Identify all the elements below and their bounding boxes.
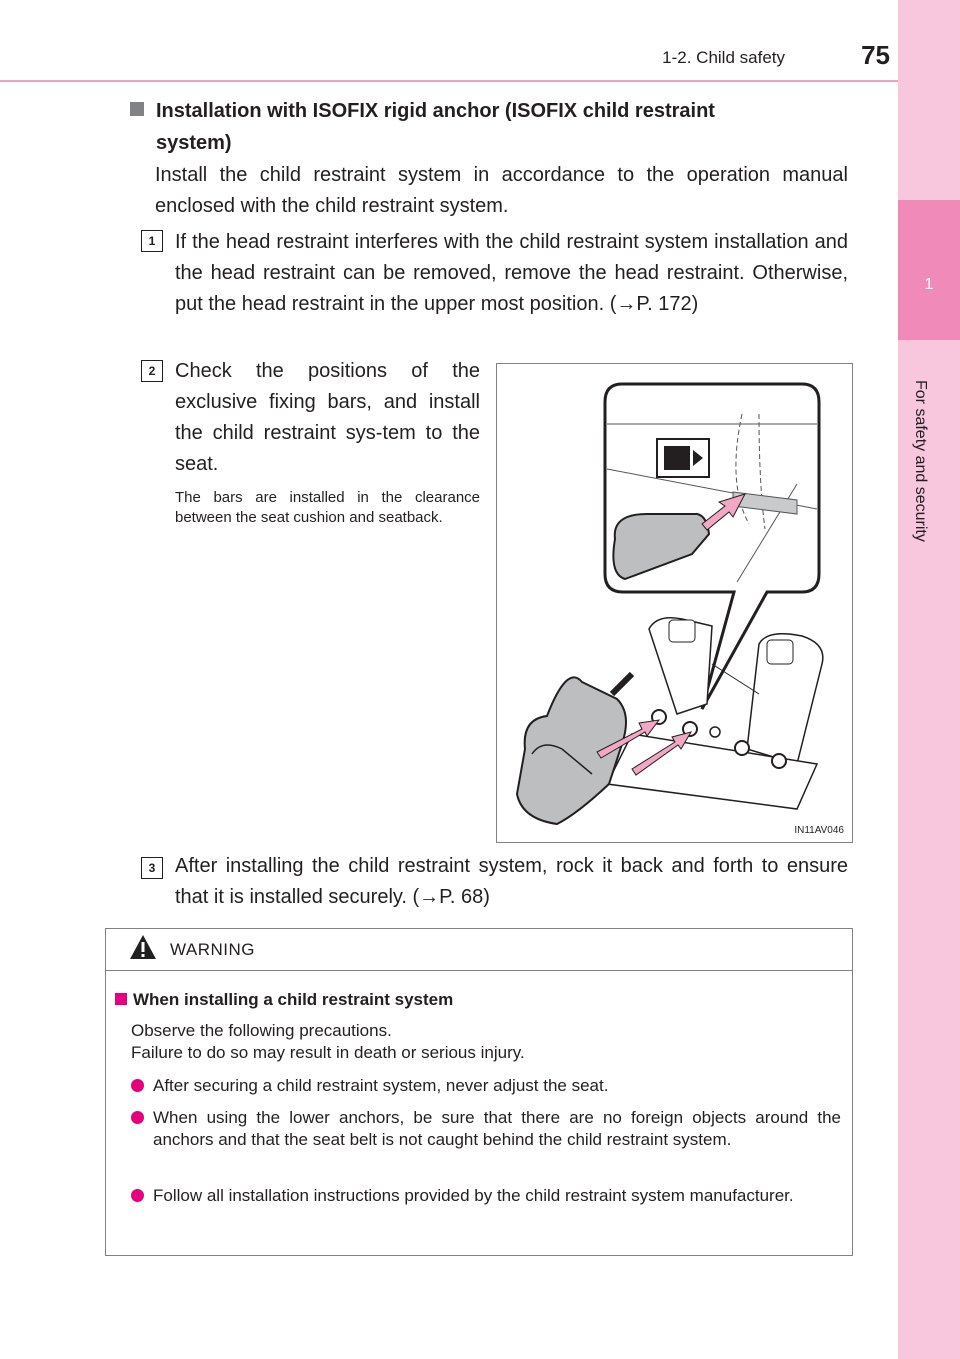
warning-triangle-icon: [128, 933, 158, 961]
chapter-title: For safety and security: [912, 380, 929, 542]
step-3-text: After installing the child restraint system, rock it back and forth to ensure that it is installed securely. (→P. 68): [175, 855, 848, 908]
warning-text-1: Observe the following precautions.: [131, 1021, 392, 1040]
section-heading: [130, 95, 850, 159]
page-number: 75: [861, 40, 890, 70]
warning-subtitle-text: When installing a child restraint system: [133, 990, 454, 1009]
step-1-badge: 1: [141, 230, 163, 252]
intro-paragraph: Install the child restraint system in accordance to the operation manual enclosed with the child restraint system.: [155, 164, 848, 217]
warning-item: [131, 1185, 841, 1207]
warning-title: WARNING: [170, 940, 256, 959]
square-bullet-icon: [130, 102, 144, 116]
pink-dot-bullet-icon: [131, 1189, 144, 1202]
heading-line-2: system): [156, 132, 232, 154]
heading-line-1: Installation with ISOFIX rigid anchor (ISOFIX child restraint: [156, 100, 715, 122]
step-1-text: If the head restraint interferes with the child restraint system installation and the head restraint can be removed, remove the head restraint. Otherwise, put the head restraint in the upper most position. (→P. 172): [175, 231, 848, 315]
warning-item: [131, 1075, 841, 1097]
isofix-illustration: [496, 363, 853, 843]
warning-precautions: [131, 1020, 841, 1064]
section-title: 1-2. Child safety: [662, 48, 785, 67]
warning-item: [131, 1107, 841, 1151]
car-seat-diagram: [497, 364, 853, 843]
step-2-badge: 2: [141, 360, 163, 382]
warning-text-2: Failure to do so may result in death or serious injury.: [131, 1043, 525, 1062]
step-3-badge: 3: [141, 857, 163, 879]
step-2-note: The bars are installed in the clearance between the seat cushion and seatback.: [175, 489, 480, 526]
chapter-number: 1: [924, 276, 934, 293]
pink-dot-bullet-icon: [131, 1079, 144, 1092]
figure-code: IN11AV046: [794, 825, 844, 836]
warning-item-text: When using the lower anchors, be sure that there are no foreign objects around the anchors and that the seat belt is not caught behind the child restraint system.: [153, 1108, 841, 1149]
warning-subtitle: [115, 990, 453, 1010]
header-rule: [0, 80, 898, 82]
warning-item-text: Follow all installation instructions provided by the child restraint system manufacturer.: [153, 1186, 794, 1205]
pink-dot-bullet-icon: [131, 1111, 144, 1124]
warning-item-text: After securing a child restraint system, never adjust the seat.: [153, 1076, 609, 1095]
pink-square-bullet-icon: [115, 993, 127, 1005]
step-2-text: Check the positions of the exclusive fixing bars, and install the child restraint sys-tem to the seat.: [175, 360, 480, 475]
chapter-tab[interactable]: [898, 200, 960, 340]
